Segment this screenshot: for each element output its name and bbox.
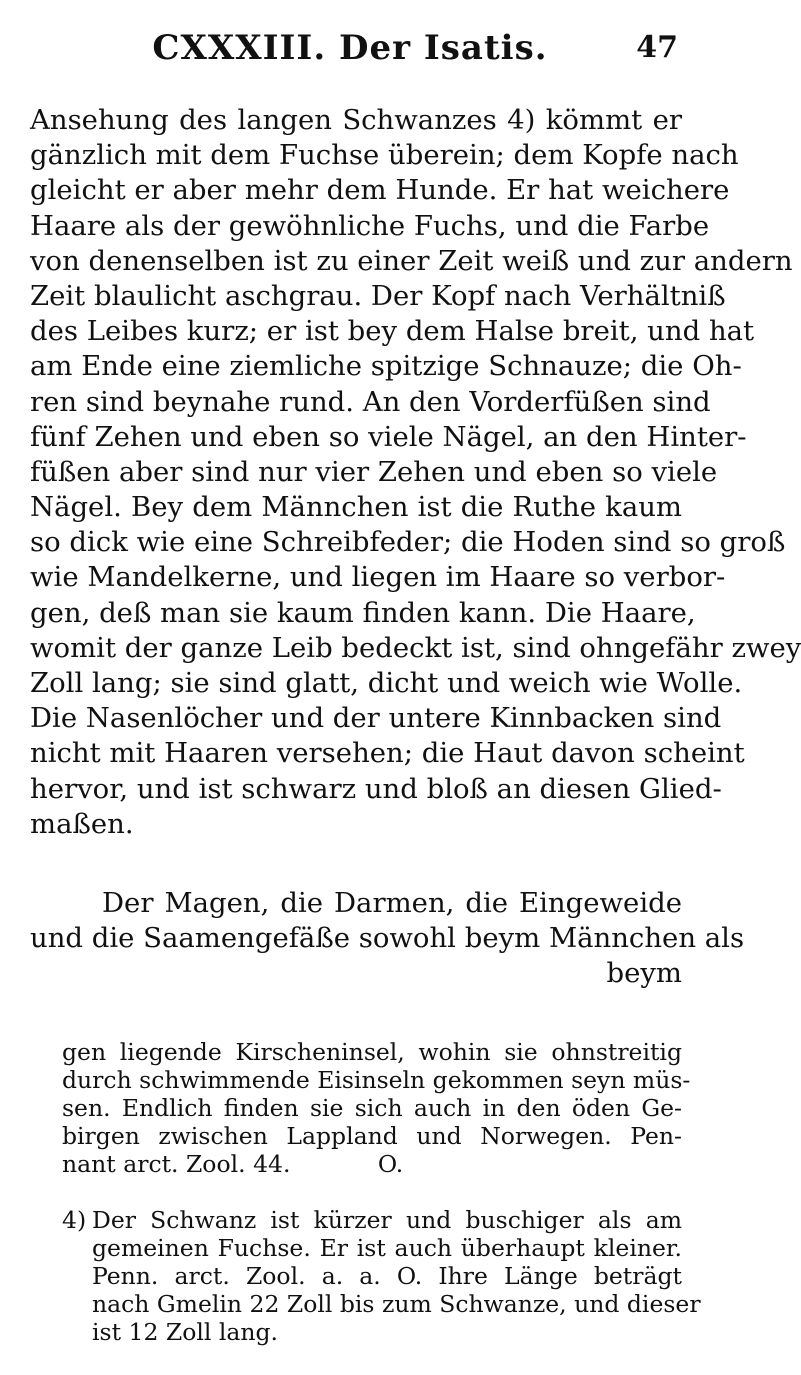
footnote-line-text: Der Schwanz ist kürzer und buschiger als am xyxy=(92,1206,682,1234)
paragraph-1 xyxy=(30,103,801,842)
text-line: gleicht er aber mehr dem Hunde. Er hat weichere xyxy=(30,174,730,207)
text-line: nicht mit Haaren versehen; die Haut davon scheint xyxy=(30,737,745,770)
chapter-title: CXXXIII. Der Isatis. xyxy=(152,28,548,68)
text-line: so dick wie eine Schreibfeder; die Hoden sind so groß xyxy=(30,526,786,559)
footnote-line: ist 12 Zoll lang. xyxy=(92,1318,279,1346)
footnote-line: gen liegende Kirscheninsel, wohin sie ohnstreitig xyxy=(62,1038,682,1066)
text-line: Zoll lang; sie sind glatt, dicht und weich wie Wolle. xyxy=(30,667,743,699)
footnote-line: birgen zwischen Lappland und Norwegen. Pen- xyxy=(62,1122,682,1150)
text-line: hervor, und ist schwarz und bloß an diesen Glied- xyxy=(30,772,722,805)
text-line: womit der ganze Leib bedeckt ist, sind ohngefähr zwey xyxy=(30,631,801,664)
text-line: und die Saamengefäße sowohl beym Männchen als xyxy=(30,922,745,955)
main-text xyxy=(30,103,801,992)
text-line: Ansehung des langen Schwanzes 4) kömmt er xyxy=(30,104,682,136)
text-line: Nägel. Bey dem Männchen ist die Ruthe kaum xyxy=(30,491,682,524)
text-line: gen, deß man sie kaum finden kann. Die Haare, xyxy=(30,596,696,629)
catchword: beym xyxy=(606,957,682,990)
text-line: Haare als der gewöhnliche Fuchs, und die Farbe xyxy=(30,209,710,242)
text-line: füßen aber sind nur vier Zehen und eben so viele xyxy=(30,455,718,488)
footnote-line: gemeinen Fuchse. Er ist auch überhaupt kleiner. xyxy=(92,1234,682,1262)
text-line: des Leibes kurz; er ist bey dem Halse breit, und hat xyxy=(30,315,755,348)
text-line: Zeit blaulicht aschgrau. Der Kopf nach Verhältniß xyxy=(30,279,726,312)
footnote-line: nach Gmelin 22 Zoll bis zum Schwanze, und dieser xyxy=(92,1290,701,1318)
footnote-first-line xyxy=(62,1206,682,1234)
text-line: Der Magen, die Darmen, die Eingeweide xyxy=(102,886,682,919)
text-line: wie Mandelkerne, und liegen im Haare so verbor- xyxy=(30,561,726,594)
running-header xyxy=(0,28,700,78)
text-line: von denenselben ist zu einer Zeit weiß und zur andern xyxy=(30,244,793,277)
footnotes xyxy=(62,1038,701,1346)
footnote-line xyxy=(62,1150,682,1178)
text-line: am Ende eine ziemliche spitzige Schnauze; die Oh- xyxy=(30,350,742,383)
text-line: ren sind beynahe rund. An den Vorderfüßen sind xyxy=(30,385,711,418)
footnote-continued xyxy=(62,1038,691,1178)
footnote-line: durch schwimmende Eisinseln gekommen seyn müs- xyxy=(62,1066,691,1094)
footnote-marker: 4) xyxy=(62,1206,87,1234)
paragraph-2 xyxy=(30,886,745,992)
footnote-line: sen. Endlich finden sie sich auch in den öden Ge- xyxy=(62,1094,682,1122)
text-line: maßen. xyxy=(30,807,134,840)
text-line: Die Nasenlöcher und der untere Kinnbacken sind xyxy=(30,702,722,735)
footnote-signature: O. xyxy=(377,1150,404,1178)
text-line: fünf Zehen und eben so viele Nägel, an den Hinter- xyxy=(30,420,747,453)
footnote-4 xyxy=(62,1206,701,1346)
text-line: gänzlich mit dem Fuchse überein; dem Kopfe nach xyxy=(30,139,739,172)
page-number: 47 xyxy=(636,30,678,65)
footnote-line: Penn. arct. Zool. a. a. O. Ihre Länge beträgt xyxy=(92,1262,682,1290)
footnote-line-text: nant arct. Zool. 44. xyxy=(62,1150,291,1178)
